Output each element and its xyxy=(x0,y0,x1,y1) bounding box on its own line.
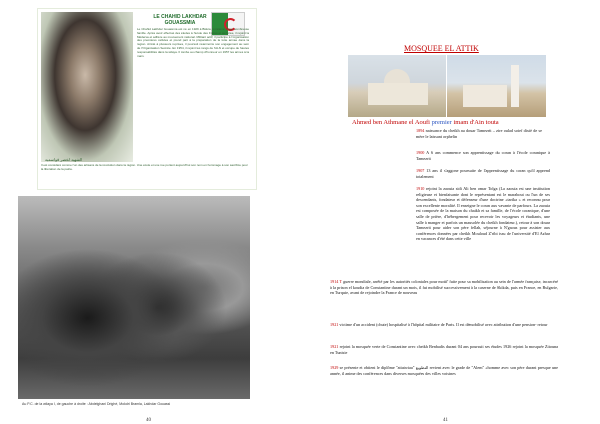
bio-body: Le Chahid Lakhdar Gouasmia est né en 1929 à Biskra, troisième d'une nombreuse famille. Après avoir effectué des études à l'école des Frères et au lycée, il rejoint la Médersa et adhère au mouvement national. Militant actif, il participe à l'organisation des premières cellules et prend part à la préparation de la lutte armée dans la région. Arrêté à plusieurs reprises, il poursuit néanmoins son engagement au sein de l'Organisation Secrète. En 1954, il rejoint les rangs de l'ALN et occupe de hautes responsabilités dans la wilaya. Il tombe au champ d'honneur en 1957 les armes à la main. xyxy=(137,28,249,58)
timeline-paragraph xyxy=(416,168,550,179)
timeline-year: 1914 T xyxy=(330,279,342,284)
group-photo xyxy=(18,196,250,399)
timeline-paragraph xyxy=(330,279,558,296)
timeline-year: 1907 xyxy=(416,168,425,173)
timeline-year: 1910 xyxy=(416,186,425,191)
timeline-text: rejoint la zaouia sidi Ali ben omar Tolga (La zaouia est une institution religieuse et bienfaisante dont le représentant est le marabout ou l'un de ses descendants, fondateur et défenseur d'une doctrine «tarika » et reconnu pour son excellente moralité. Il enseigne le coran aux vavante de parfours. La zaouia est composée de la maison du chaikh et sa famille, de l'école coranique, d'une salle de prière, d'hébergement pour recevoir les voyageurs et étudiants, une salle à manger et parfois un mausolée du cheikh fondateur.), retour à son douar Tamezrit pour aider son père fellah, séjourne à N'gaous pour assister aux conférences données par cheikh Mouloud Z'ribi issu de l'université d'El Azhar en vacances d'été dans cette ville xyxy=(416,186,550,242)
timeline-paragraph xyxy=(330,344,558,355)
timeline-paragraph xyxy=(416,186,550,242)
page-number-right: 41 xyxy=(443,418,448,423)
page-title: MOSQUEE EL ATTIK xyxy=(404,44,479,53)
imam-place: imam d'Ain touta xyxy=(453,119,499,126)
timeline-year: 1900 xyxy=(416,150,425,155)
timeline-paragraph xyxy=(330,365,558,376)
timeline-text: A 6 ans commence son apprentissage du coran à l'école coranique à Tamezrit xyxy=(416,150,550,161)
bio-body-continued: Il est considéré comme l'un des artisans de la révolution dans la région. Une école et une rue portent aujourd'hui son nom en hommage à son sacrifice pour la libération de la patrie. xyxy=(41,164,248,171)
imam-name: Ahmed ben Athmane el Aoufi xyxy=(352,119,430,126)
portrait-caption: الشهيد لخضر قواسمية xyxy=(45,157,83,162)
timeline-paragraph xyxy=(416,128,542,139)
timeline-text: se présente et obtient le diplôme "attatwiaa" التطويع revient avec le grade de "Alem" «homme avec son père durant presque une année, il anime des conférences dans diverses mosquées des villes voisines xyxy=(330,365,559,376)
timeline-year: 1921 xyxy=(330,322,339,327)
mosque-photo-1 xyxy=(348,55,446,117)
timeline-year: 1894 xyxy=(416,128,425,133)
mosque-photo-2 xyxy=(447,55,546,117)
timeline-year: 1929 xyxy=(330,365,339,370)
group-photo-caption: Au P.C. de la wilaya I, de gauche à droite : Abdelghani Drighé, Mokdri Bramla, Lakhdar Gouassi xyxy=(22,402,171,406)
imam-caption xyxy=(352,119,499,126)
bio-title: LE CHAHID LAKHDAR GOUASSMIA xyxy=(153,14,207,26)
timeline-text: 13 ans il s'aggone poursuite de l'apprentissage du coran qu'il apprend totalement xyxy=(416,168,551,179)
timeline-text: naissance du cheikh au douar Tamezrit – zire oulad soief dixiè de se mère le laissant orphelin xyxy=(416,128,542,139)
timeline-text: guerre mondiale, arrêté par les autorités coloniales pour motif' fuite pour sa mobilisation au sein de l'armée française, incarcéré à la prison el koudia de Constantine durant un mois, il fut mobilisé successivement à la caserne de Skikda, puis en France, en Bulgarie, en Turquie, avant de rejoindre la France de nouveau xyxy=(330,279,558,296)
timeline-paragraph xyxy=(416,150,550,161)
timeline-year: 1921 xyxy=(330,344,339,349)
portrait-photo xyxy=(41,12,133,162)
imam-premier: premier xyxy=(431,119,452,126)
timeline-text: rejoint la mosquée verte de Constantine avec cheikh Benbadis durant 04 ans poursuit ses études 1926 rejoint la mosquée Zitouna en Tunisie xyxy=(330,344,559,355)
page-number-left: 40 xyxy=(146,418,151,423)
timeline-paragraph xyxy=(330,322,558,328)
timeline-text: victime d'un accident (chute) hospitalisé à l'hôpital militaire de Paris. Il est démobilisé avec attribution d'une pension- retour xyxy=(339,322,548,327)
